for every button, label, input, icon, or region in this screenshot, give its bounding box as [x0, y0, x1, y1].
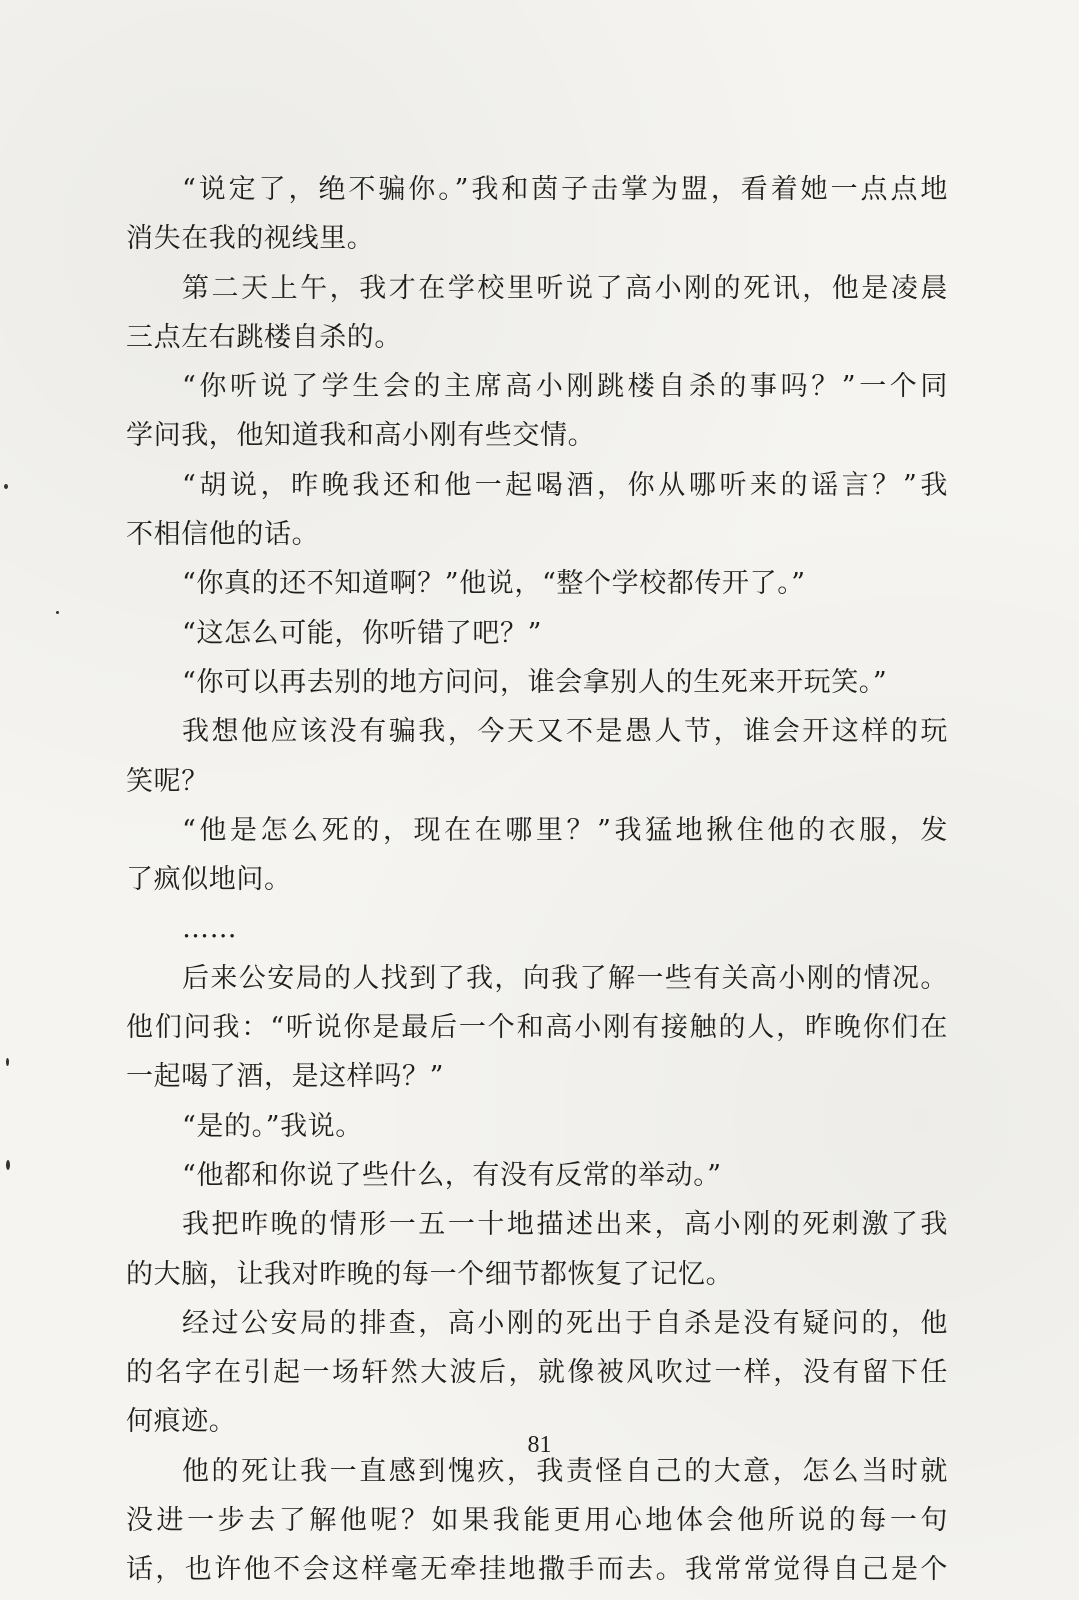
- text-line: 何痕迹。: [126, 1406, 237, 1438]
- text-line: 他的死让我一直感到愧疚，我责怪自己的大意，怎么当时就: [182, 1455, 948, 1487]
- scan-speck: [6, 1058, 9, 1066]
- text-line: “他是怎么死的，现在在哪里？”我猛地揪住他的衣服，发: [182, 814, 948, 846]
- text-line: 经过公安局的排查，高小刚的死出于自杀是没有疑问的，他: [182, 1307, 948, 1339]
- text-line: “你真的还不知道啊？”他说，“整个学校都传开了。”: [182, 568, 806, 600]
- scan-speck: [4, 484, 8, 489]
- text-line: 话，也许他不会这样毫无牵挂地撒手而去。我常常觉得自己是个: [126, 1554, 948, 1586]
- scan-speck: [6, 1160, 10, 1170]
- text-line: 的名字在引起一场轩然大波后，就像被风吹过一样，没有留下任: [126, 1357, 948, 1389]
- text-line: “是的。”我说。: [182, 1110, 363, 1142]
- ellipsis-line: ……: [182, 913, 238, 945]
- text-line: 后来公安局的人找到了我，向我了解一些有关高小刚的情况。: [182, 962, 948, 994]
- text-line: 不相信他的话。: [126, 519, 320, 551]
- text-line: 笑呢？: [126, 765, 209, 797]
- text-line: 他们问我：“听说你是最后一个和高小刚有接触的人，昨晚你们在: [126, 1012, 948, 1044]
- text-line: 我把昨晚的情形一五一十地描述出来，高小刚的死刺激了我: [182, 1209, 948, 1241]
- scan-speck: [56, 611, 59, 614]
- body-text: [126, 165, 948, 1595]
- text-line: “他都和你说了些什么，有没有反常的举动。”: [182, 1159, 722, 1191]
- text-line: 没进一步去了解他呢？如果我能更用心地体会他所说的每一句: [126, 1505, 948, 1537]
- text-line: “你可以再去别的地方问问，谁会拿别人的生死来开玩笑。”: [182, 666, 888, 698]
- text-line: 三点左右跳楼自杀的。: [126, 321, 402, 353]
- text-line: 学问我，他知道我和高小刚有些交情。: [126, 420, 596, 452]
- page-number: 81: [527, 1432, 552, 1458]
- text-line: “说定了，绝不骗你。”我和茵子击掌为盟，看着她一点点地: [182, 174, 948, 205]
- text-line: “胡说，昨晚我还和他一起喝酒，你从哪听来的谣言？”我: [182, 469, 948, 501]
- text-line: 消失在我的视线里。: [126, 223, 375, 255]
- text-line: “这怎么可能，你听错了吧？”: [182, 617, 543, 649]
- text-line: 我想他应该没有骗我，今天又不是愚人节，谁会开这样的玩: [182, 716, 948, 748]
- text-line: 第二天上午，我才在学校里听说了高小刚的死讯，他是凌晨: [182, 272, 948, 304]
- text-line: 的大脑，让我对昨晚的每一个细节都恢复了记忆。: [126, 1258, 734, 1290]
- text-line: “你听说了学生会的主席高小刚跳楼自杀的事吗？”一个同: [182, 371, 948, 403]
- text-line: 一起喝了酒，是这样吗？”: [126, 1061, 445, 1093]
- text-line: 了疯似地问。: [126, 864, 292, 896]
